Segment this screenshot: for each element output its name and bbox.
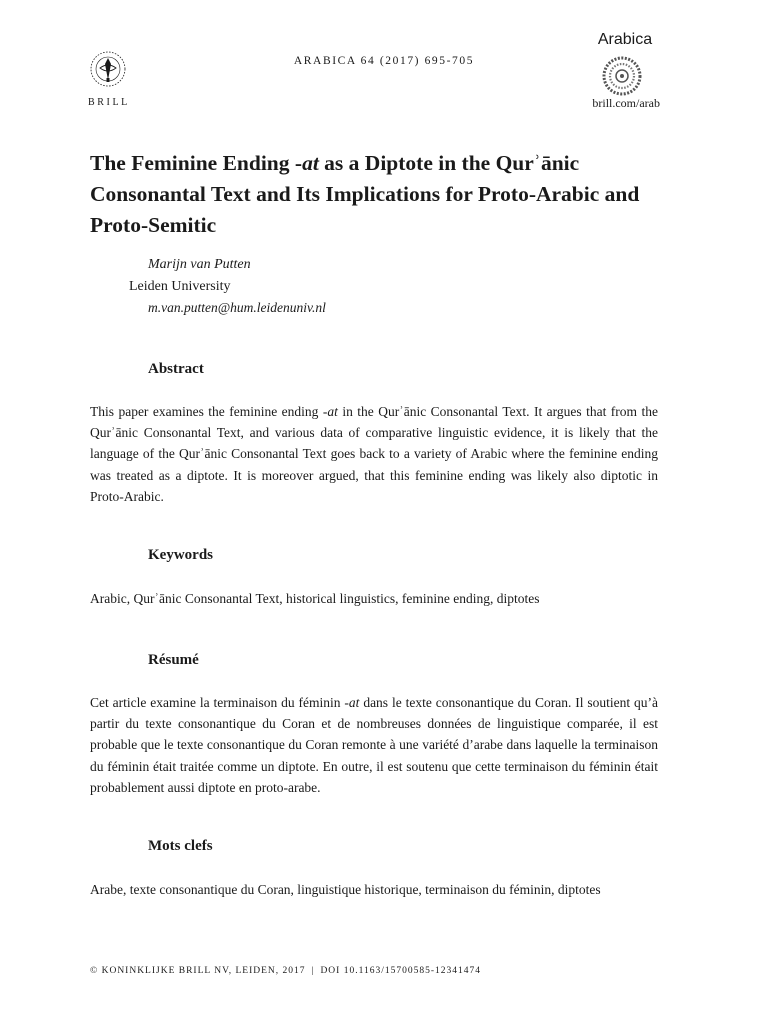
footer xyxy=(90,966,481,976)
publisher-name: BRILL xyxy=(88,97,130,108)
doi-link[interactable]: DOI 10.1163/15700585-12341474 xyxy=(320,966,482,976)
mots-clefs-heading: Mots clefs xyxy=(148,838,213,854)
journal-reference: ARABICA 64 (2017) 695-705 xyxy=(293,55,475,67)
abstract-text: This paper examines the feminine ending -at in the Qurʾānic Consonantal Text. It argues that from the Qurʾānic Consonantal Text, and various data of comparative linguistic evidence, it is likely that the language of the Qurʾānic Consonantal Text goes back to a variety of Arabic where the feminine ending was treated as a diptote. It is moreover argued, that this feminine ending was likely also diptotic in Proto-Arabic. xyxy=(90,404,658,504)
keywords-heading: Keywords xyxy=(148,547,213,563)
journal-url-link[interactable]: brill.com/arab xyxy=(592,96,660,110)
arabica-rosette-icon xyxy=(601,55,643,97)
brill-logo-icon xyxy=(82,44,134,94)
footer-divider: | xyxy=(311,966,315,976)
article-title: The Feminine Ending -at as a Diptote in the Qurʾānic Consonantal Text and Its Implications for Proto-Arabic and Proto-Semitic xyxy=(90,151,640,237)
resume-heading: Résumé xyxy=(148,652,199,668)
resume-text: Cet article examine la terminaison du féminin -at dans le texte consonantique du Coran. Il soutient qu’à partir du texte consonantique du Coran et de nombreuses données de linguistique comparée, il est probable que le texte consonantique du Coran remonte à une variété d’arabe dans laquelle la terminaison du féminin était traitée comme un diptote. En outre, il est soutenu que cette terminaison du féminin était probablement aussi diptote en proto-arabe. xyxy=(90,695,658,795)
journal-name: Arabica xyxy=(597,31,653,48)
abstract-heading: Abstract xyxy=(148,361,204,377)
author-email-link[interactable]: m.van.putten@hum.leidenuniv.nl xyxy=(148,300,326,315)
author-name: Marijn van Putten xyxy=(148,257,251,272)
copyright-notice: © KONINKLIJKE BRILL NV, LEIDEN, 2017 xyxy=(90,966,306,976)
author-affiliation: Leiden University xyxy=(129,279,231,294)
mots-clefs-text: Arabe, texte consonantique du Coran, linguistique historique, terminaison du féminin, diptotes xyxy=(90,882,601,897)
keywords-text: Arabic, Qurʾānic Consonantal Text, historical linguistics, feminine ending, diptotes xyxy=(90,591,540,606)
